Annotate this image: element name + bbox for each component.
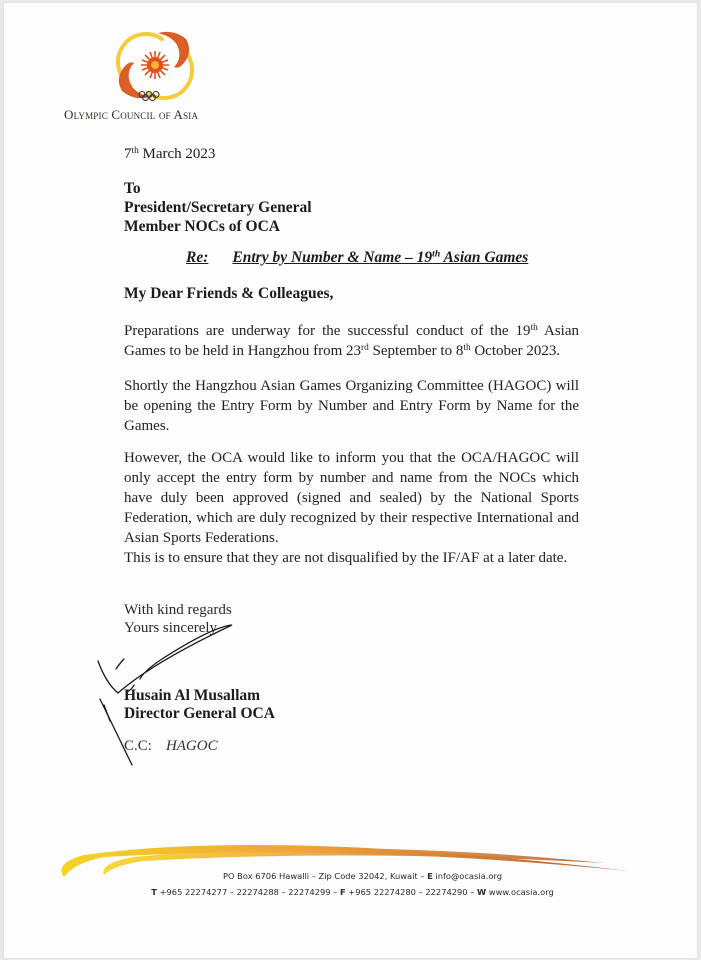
olympic-rings-icon — [138, 91, 160, 101]
cc-line — [124, 738, 218, 755]
addressee-block — [124, 179, 312, 236]
letter-page — [4, 3, 697, 958]
salutation: My Dear Friends & Colleagues, — [124, 285, 334, 302]
closing-sincerely: Yours sincerely — [124, 620, 218, 636]
letter-date: 7th March 2023 — [124, 145, 216, 162]
paragraph-disqualification: This is to ensure that they are not disqualified by the IF/AF at a later date. — [124, 550, 568, 566]
closing-regards: With kind regards — [124, 602, 232, 618]
subject-prefix: Re: — [186, 249, 209, 266]
organization-name: Olympic Council of Asia — [64, 107, 199, 122]
subject-line: Re: Entry by Number & Name – 19th Asian Games — [186, 248, 529, 266]
footer-contacts: T +965 22274277 – 22274288 – 22274299 – F +965 22274280 – 22274290 – W www.ocasia.org — [151, 887, 554, 897]
footer-email-link[interactable]: info@ocasia.org — [432, 871, 502, 881]
signer-name: Husain Al Musallam — [124, 687, 261, 704]
paragraph-preparations: Preparations are underway for the successful conduct of the 19th Asian Games to be held in Hangzhou from 23rd September to 8th October 2023. — [124, 322, 580, 359]
signer-block — [124, 687, 275, 723]
addressee-org: Member NOCs of OCA — [124, 218, 280, 235]
footer-website-link[interactable]: www.ocasia.org — [486, 887, 554, 897]
signer-title: Director General OCA — [124, 705, 275, 722]
cc-value: HAGOC — [165, 738, 218, 754]
paragraph-acceptance: However, the OCA would like to inform you that the OCA/HAGOC will only accept the entry form by number and name from the NOCs which have duly been approved (signed and sealed) by the National Sports Federation, which are duly recognized by their respective International and Asian Sports Federations. — [124, 450, 579, 546]
paragraph-entry-form: Shortly the Hangzhou Asian Games Organizing Committee (HAGOC) will be opening the Entry Form by Number and Entry Form by Name for the Games. — [124, 378, 579, 434]
addressee-to: To — [124, 180, 141, 197]
cc-label: C.C: — [124, 738, 152, 754]
footer-address: PO Box 6706 Hawalli – Zip Code 32042, Kuwait – E info@ocasia.org — [223, 871, 502, 881]
addressee-role: President/Secretary General — [124, 199, 312, 216]
